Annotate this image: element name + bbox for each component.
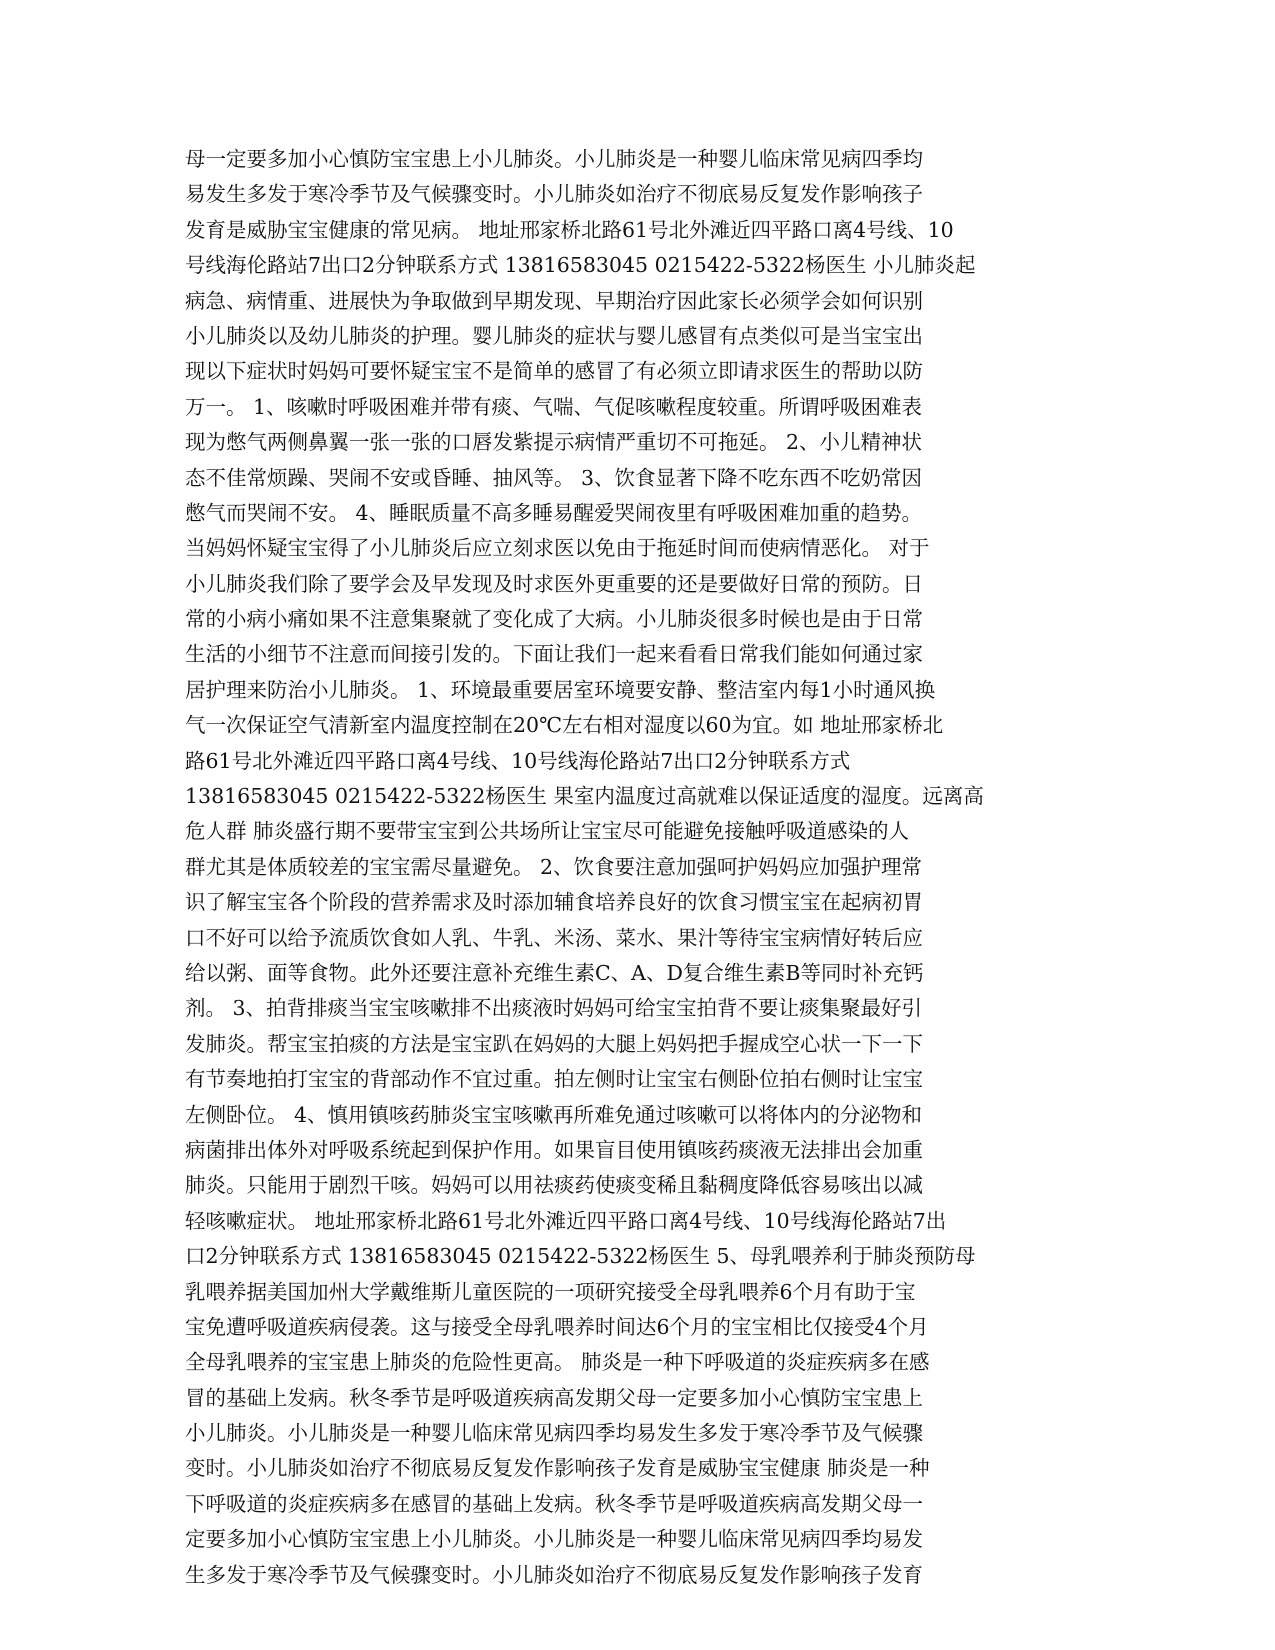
text-line: 群尤其是体质较差的宝宝需尽量避免。 2、饮食要注意加强呵护妈妈应加强护理常 [185,854,923,879]
text-line: 全母乳喂养的宝宝患上肺炎的危险性更高。 肺炎是一种下呼吸道的炎症疾病多在感 [185,1350,930,1375]
body-text [185,142,1085,1593]
text-line: 万一。 1、咳嗽时呼吸困难并带有痰、气喘、气促咳嗽程度较重。所谓呼吸困难表 [185,394,923,419]
text-line: 生多发于寒冷季节及气候骤变时。小儿肺炎如治疗不彻底易反复发作影响孩子发育 [185,1562,923,1587]
text-line: 13816583045 0215422-5322杨医生 果室内温度过高就难以保证适度的湿度。远离高 [185,784,984,809]
text-line: 危人群 肺炎盛行期不要带宝宝到公共场所让宝宝尽可能避免接触呼吸道感染的人 [185,819,910,844]
text-line: 下呼吸道的炎症疾病多在感冒的基础上发病。秋冬季节是呼吸道疾病高发期父母一 [185,1491,923,1516]
text-line: 发育是威胁宝宝健康的常见病。 地址邢家桥北路61号北外滩近四平路口离4号线、10 [185,217,954,242]
text-line: 发肺炎。帮宝宝拍痰的方法是宝宝趴在妈妈的大腿上妈妈把手握成空心状一下一下 [185,1031,923,1056]
text-line: 定要多加小心慎防宝宝患上小儿肺炎。小儿肺炎是一种婴儿临床常见病四季均易发 [185,1527,923,1552]
text-line: 冒的基础上发病。秋冬季节是呼吸道疾病高发期父母一定要多加小心慎防宝宝患上 [185,1385,923,1410]
text-line: 小儿肺炎。小儿肺炎是一种婴儿临床常见病四季均易发生多发于寒冷季节及气候骤 [185,1421,923,1446]
text-line: 憋气而哭闹不安。 4、睡眠质量不高多睡易醒爱哭闹夜里有呼吸困难加重的趋势。 [185,500,923,525]
text-line: 左侧卧位。 4、慎用镇咳药肺炎宝宝咳嗽再所难免通过咳嗽可以将体内的分泌物和 [185,1102,923,1127]
text-line: 小儿肺炎以及幼儿肺炎的护理。婴儿肺炎的症状与婴儿感冒有点类似可是当宝宝出 [185,323,923,348]
text-line: 口2分钟联系方式 13816583045 0215422-5322杨医生 5、母乳喂养利于肺炎预防母 [185,1244,976,1269]
document-page [185,142,1085,1593]
text-line: 母一定要多加小心慎防宝宝患上小儿肺炎。小儿肺炎是一种婴儿临床常见病四季均 [185,147,923,171]
text-line: 给以粥、面等食物。此外还要注意补充维生素C、A、D复合维生素B等同时补充钙 [185,960,924,985]
text-line: 当妈妈怀疑宝宝得了小儿肺炎后应立刻求医以免由于拖延时间而使病情恶化。 对于 [185,536,930,561]
text-line: 剂。 3、拍背排痰当宝宝咳嗽排不出痰液时妈妈可给宝宝拍背不要让痰集聚最好引 [185,996,923,1021]
text-line: 气一次保证空气清新室内温度控制在20℃左右相对湿度以60为宜。如 地址邢家桥北 [185,713,944,738]
text-line: 变时。小儿肺炎如治疗不彻底易反复发作影响孩子发育是威胁宝宝健康 肺炎是一种 [185,1456,930,1481]
text-line: 识了解宝宝各个阶段的营养需求及时添加辅食培养良好的饮食习惯宝宝在起病初胃 [185,890,923,915]
text-line: 宝免遭呼吸道疾病侵袭。这与接受全母乳喂养时间达6个月的宝宝相比仅接受4个月 [185,1314,929,1339]
text-line: 轻咳嗽症状。 地址邢家桥北路61号北外滩近四平路口离4号线、10号线海伦路站7出 [185,1208,947,1233]
text-line: 小儿肺炎我们除了要学会及早发现及时求医外更重要的还是要做好日常的预防。日 [185,571,923,596]
text-line: 易发生多发于寒冷季节及气候骤变时。小儿肺炎如治疗不彻底易反复发作影响孩子 [185,182,923,207]
text-line: 现为憋气两侧鼻翼一张一张的口唇发紫提示病情严重切不可拖延。 2、小儿精神状 [185,430,923,455]
text-line: 生活的小细节不注意而间接引发的。下面让我们一起来看看日常我们能如何通过家 [185,642,923,667]
text-line: 常的小病小痛如果不注意集聚就了变化成了大病。小儿肺炎很多时候也是由于日常 [185,607,923,632]
text-line: 病急、病情重、进展快为争取做到早期发现、早期治疗因此家长必须学会如何识别 [185,288,923,313]
text-line: 号线海伦路站7出口2分钟联系方式 13816583045 0215422-5322杨医生 小儿肺炎起 [185,253,976,278]
text-line: 乳喂养据美国加州大学戴维斯儿童医院的一项研究接受全母乳喂养6个月有助于宝 [185,1279,916,1304]
text-line: 态不佳常烦躁、哭闹不安或昏睡、抽风等。 3、饮食显著下降不吃东西不吃奶常因 [185,465,923,490]
text-line: 肺炎。只能用于剧烈干咳。妈妈可以用祛痰药使痰变稀且黏稠度降低容易咳出以减 [185,1173,923,1198]
text-line: 现以下症状时妈妈可要怀疑宝宝不是简单的感冒了有必须立即请求医生的帮助以防 [185,359,923,384]
text-line: 病菌排出体外对呼吸系统起到保护作用。如果盲目使用镇咳药痰液无法排出会加重 [185,1137,923,1162]
text-line: 居护理来防治小儿肺炎。 1、环境最重要居室环境要安静、整洁室内每1小时通风换 [185,677,936,702]
text-line: 口不好可以给予流质饮食如人乳、牛乳、米汤、菜水、果汁等待宝宝病情好转后应 [185,925,923,950]
text-line: 路61号北外滩近四平路口离4号线、10号线海伦路站7出口2分钟联系方式 [185,748,851,773]
text-line: 有节奏地拍打宝宝的背部动作不宜过重。拍左侧时让宝宝右侧卧位拍右侧时让宝宝 [185,1067,923,1092]
